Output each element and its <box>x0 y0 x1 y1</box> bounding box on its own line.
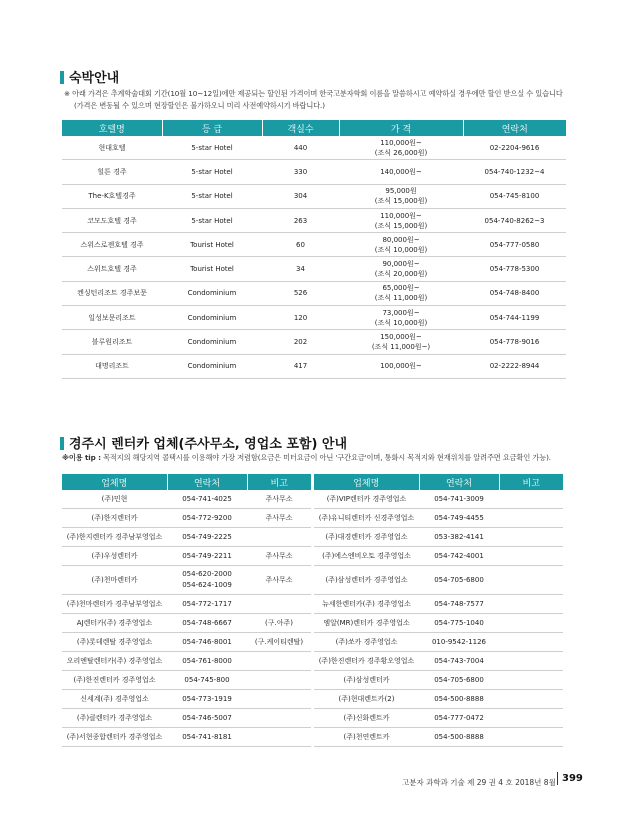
hotel-grade: Tourist Hotel <box>162 257 262 281</box>
hotel-price-breakfast: (조식 20,000원) <box>374 270 428 279</box>
hotel-rooms: 440 <box>262 136 339 160</box>
rental-row <box>62 490 311 509</box>
hotel-price-breakfast: (조식 15,000원) <box>374 197 428 206</box>
hotel-grade: Condominium <box>162 330 262 354</box>
rental-note: 주사무소 <box>247 566 311 595</box>
rental-phone: 054-500-8888 <box>419 728 499 747</box>
rental-company: (주)에스엔비오토 경주영업소 <box>314 547 419 566</box>
hotel-price <box>339 257 463 281</box>
rental-right-header-note: 비고 <box>499 474 563 490</box>
hotel-section-title <box>60 67 119 86</box>
hotel-row <box>62 208 566 232</box>
rental-note <box>247 595 311 614</box>
hotel-price-breakfast: (조식 11,000원~) <box>371 343 431 352</box>
rental-row <box>314 528 563 547</box>
hotel-grade: Condominium <box>162 306 262 330</box>
hotel-rooms: 526 <box>262 281 339 305</box>
rental-note <box>247 652 311 671</box>
rental-note <box>499 709 563 728</box>
hotel-price-main: 80,000원~ <box>382 235 420 244</box>
rental-row <box>62 690 311 709</box>
rental-note: 주사무소 <box>247 490 311 509</box>
hotel-note-line1: ※ 아래 가격은 추계학술대회 기간(10월 10~12일)에만 제공되는 할인된 가격이며 한국고분자학회 이름을 말씀하시고 예약하실 경우에만 할인 받으실 수 있습니다 <box>64 89 563 98</box>
hotel-rooms: 202 <box>262 330 339 354</box>
hotel-note <box>64 88 563 112</box>
hotel-note-line2: (가격은 변동될 수 있으며 현장할인은 불가하오니 미리 사전예약하시기 바랍니다.) <box>74 101 325 110</box>
hotel-phone: 054-778-5300 <box>463 257 566 281</box>
rental-phone: 054-500-8888 <box>419 690 499 709</box>
rental-note <box>499 614 563 633</box>
rental-phone-1: 054-746-8001 <box>182 637 232 646</box>
rental-note <box>247 528 311 547</box>
rental-phone: 054-775-1040 <box>419 614 499 633</box>
rental-table-left <box>62 474 311 747</box>
rental-note <box>499 490 563 509</box>
hotel-price <box>339 184 463 208</box>
title-bar-icon <box>60 71 64 84</box>
rental-phone: 054-741-3009 <box>419 490 499 509</box>
rental-row <box>314 614 563 633</box>
hotel-rooms: 417 <box>262 354 339 378</box>
rental-phone-1: 054-741-4025 <box>182 494 232 503</box>
rental-company: (주)쏘카 경주영업소 <box>314 633 419 652</box>
rental-row <box>314 547 563 566</box>
hotel-header-phone: 연락처 <box>463 120 566 136</box>
rental-company: AJ렌터카(주) 경주영업소 <box>62 614 167 633</box>
hotel-price-main: 150,000원~ <box>380 333 422 342</box>
rental-company: 뉴세한렌터카(주) 경주영업소 <box>314 595 419 614</box>
rental-row <box>62 547 311 566</box>
rental-phone-2: 054-624-1009 <box>182 581 232 589</box>
hotel-phone: 054-745-8100 <box>463 184 566 208</box>
rental-note: 주사무소 <box>247 547 311 566</box>
rental-row <box>314 671 563 690</box>
hotel-name: The-K호텔경주 <box>62 184 162 208</box>
rental-row <box>62 566 311 595</box>
rental-company: (주)현대렌트카(2) <box>314 690 419 709</box>
rental-row <box>62 595 311 614</box>
hotel-price-main: 110,000원~ <box>380 138 422 147</box>
hotel-name: 힐튼 경주 <box>62 160 162 184</box>
rental-row <box>314 566 563 595</box>
rental-phone: 054-749-4455 <box>419 509 499 528</box>
rental-note <box>499 547 563 566</box>
hotel-price-main: 95,000원 <box>385 187 417 196</box>
hotel-table-header <box>62 120 566 136</box>
hotel-name: 켄싱턴리조트 경주보문 <box>62 281 162 305</box>
rental-company: 엠알(MR)렌터카 경주영업소 <box>314 614 419 633</box>
rental-row <box>62 614 311 633</box>
rental-row <box>314 490 563 509</box>
rental-phone <box>167 490 247 509</box>
rental-company: (주)민현 <box>62 490 167 509</box>
rental-title-text: 경주시 렌터카 업체(주사무소, 영업소 포함) 안내 <box>69 437 348 452</box>
rental-note <box>499 509 563 528</box>
hotel-grade: Condominium <box>162 354 262 378</box>
hotel-phone: 02-2222-8944 <box>463 354 566 378</box>
hotel-header-rooms: 객실수 <box>262 120 339 136</box>
hotel-name: 스위트호텔 경주 <box>62 257 162 281</box>
rental-phone-1: 054-773-1919 <box>182 694 232 703</box>
hotel-price-main: 73,000원~ <box>382 308 420 317</box>
hotel-rooms: 60 <box>262 233 339 257</box>
rental-phone: 054-743-7004 <box>419 652 499 671</box>
hotel-row <box>62 257 566 281</box>
rental-company: (주)대경렌터카 경주영업소 <box>314 528 419 547</box>
rental-row <box>62 671 311 690</box>
hotel-phone: 054-777-0580 <box>463 233 566 257</box>
hotel-header-grade: 등 급 <box>162 120 262 136</box>
rental-company: (주)천마렌터카 경주남부영업소 <box>62 595 167 614</box>
rental-phone <box>167 595 247 614</box>
rental-left-header-name: 업체명 <box>62 474 167 490</box>
hotel-name: 스위스로젠호텔 경주 <box>62 233 162 257</box>
rental-company: (주)한진렌터카 경주영업소 <box>62 671 167 690</box>
rental-note <box>499 595 563 614</box>
rental-company: (주)천마렌터카 <box>62 566 167 595</box>
rental-row <box>314 652 563 671</box>
hotel-row <box>62 306 566 330</box>
hotel-phone: 02-2204-9616 <box>463 136 566 160</box>
rental-note <box>499 633 563 652</box>
rental-row <box>62 528 311 547</box>
hotel-phone: 054-744-1199 <box>463 306 566 330</box>
rental-phone-1: 054-748-6667 <box>182 618 232 627</box>
hotel-rooms: 120 <box>262 306 339 330</box>
hotel-grade: 5-star Hotel <box>162 208 262 232</box>
rental-row <box>62 728 311 747</box>
rental-phone-1: 054-749-2225 <box>182 532 232 541</box>
rental-company: 오리엔탈렌터카(주) 경주영업소 <box>62 652 167 671</box>
rental-note <box>247 690 311 709</box>
rental-phone <box>167 528 247 547</box>
hotel-row <box>62 354 566 378</box>
rental-row <box>62 652 311 671</box>
hotel-price-main: 90,000원~ <box>382 260 420 269</box>
rental-right-header <box>314 474 563 490</box>
hotel-phone: 054-778-9016 <box>463 330 566 354</box>
hotel-price <box>339 281 463 305</box>
hotel-name: 코모도호텔 경주 <box>62 208 162 232</box>
rental-row <box>62 709 311 728</box>
rental-phone <box>167 652 247 671</box>
hotel-grade: 5-star Hotel <box>162 160 262 184</box>
rental-phone: 054-742-4001 <box>419 547 499 566</box>
hotel-price-breakfast: (조식 10,000원) <box>374 245 428 254</box>
rental-phone: 054-705-6800 <box>419 671 499 690</box>
rental-tip-label: ※이용 tip : <box>62 453 101 462</box>
rental-phone: 054-748-7577 <box>419 595 499 614</box>
hotel-price <box>339 354 463 378</box>
rental-row <box>314 595 563 614</box>
rental-company: (주)삼성렌터카 <box>314 671 419 690</box>
hotel-header-name: 호텔명 <box>62 120 162 136</box>
rental-note: 주사무소 <box>247 509 311 528</box>
rental-phone <box>167 728 247 747</box>
hotel-price <box>339 306 463 330</box>
rental-note: (구.케이티렌탈) <box>247 633 311 652</box>
rental-company: (주)신화렌트카 <box>314 709 419 728</box>
page-number: 399 <box>557 772 583 785</box>
rental-phone: 054-777-0472 <box>419 709 499 728</box>
rental-phone <box>167 709 247 728</box>
journal-footer: 고분자 과학과 기술 제 29 권 4 호 2018년 8월 <box>402 778 556 787</box>
hotel-price-breakfast: (조식 10,000원) <box>374 318 428 327</box>
hotel-price <box>339 136 463 160</box>
hotel-rooms: 330 <box>262 160 339 184</box>
hotel-price-breakfast: (조식 26,000원) <box>374 148 428 157</box>
hotel-price <box>339 233 463 257</box>
rental-right-header-name: 업체명 <box>314 474 419 490</box>
hotel-price-breakfast: (조식 15,000원) <box>374 221 428 230</box>
rental-phone <box>167 509 247 528</box>
hotel-phone: 054-740-1232~4 <box>463 160 566 184</box>
rental-company: (주)우성렌터카 <box>62 547 167 566</box>
hotel-grade: 5-star Hotel <box>162 136 262 160</box>
rental-phone-1: 054-772-1717 <box>182 599 232 608</box>
rental-right-header-phone: 연락처 <box>419 474 499 490</box>
rental-left-header-note: 비고 <box>247 474 311 490</box>
rental-company: (주)VIP렌터카 경주영업소 <box>314 490 419 509</box>
hotel-price <box>339 330 463 354</box>
rental-note <box>499 690 563 709</box>
rental-row <box>62 633 311 652</box>
hotel-header-price: 가 격 <box>339 120 463 136</box>
rental-note <box>499 671 563 690</box>
rental-phone <box>167 614 247 633</box>
hotel-price-breakfast: (조식 11,000원) <box>374 294 428 303</box>
hotel-rooms: 34 <box>262 257 339 281</box>
hotel-rooms: 304 <box>262 184 339 208</box>
hotel-price-main: 110,000원~ <box>380 211 422 220</box>
rental-section-title <box>60 433 347 452</box>
rental-phone-1: 054-746-5007 <box>182 713 232 722</box>
rental-phone: 010-9542-1126 <box>419 633 499 652</box>
rental-tip <box>62 452 551 464</box>
rental-tip-text: 목적지의 해당지역 콜택시를 이용해야 가장 저렴함(요금은 미터요금이 아닌 '구간요금'이며, 통화시 목적지와 현재위치를 알려주면 요금확인 가능). <box>103 453 551 462</box>
rental-phone-1: 054-620-2000 <box>182 570 232 578</box>
hotel-row <box>62 233 566 257</box>
hotel-row <box>62 330 566 354</box>
hotel-name: 일성보문리조트 <box>62 306 162 330</box>
title-bar-icon <box>60 437 64 450</box>
rental-phone-1: 054-761-8000 <box>182 656 232 665</box>
rental-company: (주)한지렌터카 <box>62 509 167 528</box>
rental-company: (주)한진렌터카 경주황오영업소 <box>314 652 419 671</box>
hotel-name: 현대호텔 <box>62 136 162 160</box>
hotel-grade: 5-star Hotel <box>162 184 262 208</box>
rental-note <box>247 709 311 728</box>
hotel-price <box>339 208 463 232</box>
hotel-rooms: 263 <box>262 208 339 232</box>
rental-company: (주)클렌터카 경주영업소 <box>62 709 167 728</box>
rental-row <box>314 509 563 528</box>
hotel-table <box>62 120 566 379</box>
rental-phone <box>167 547 247 566</box>
rental-company: (주)한지렌터카 경주남부영업소 <box>62 528 167 547</box>
rental-company: 신세계(주) 경주영업소 <box>62 690 167 709</box>
rental-company: (주)삼성렌터카 경주영업소 <box>314 566 419 595</box>
rental-phone-1: 054-745-800 <box>184 675 230 684</box>
rental-company: (주)롯데렌탈 경주영업소 <box>62 633 167 652</box>
rental-note <box>499 566 563 595</box>
rental-phone-1: 054-772-9200 <box>182 513 232 522</box>
rental-note <box>499 652 563 671</box>
rental-phone <box>167 671 247 690</box>
rental-row <box>314 728 563 747</box>
hotel-price-main: 100,000원~ <box>380 362 422 371</box>
rental-table-right <box>314 474 563 747</box>
rental-row <box>314 633 563 652</box>
hotel-row <box>62 136 566 160</box>
rental-row <box>62 509 311 528</box>
rental-left-header-phone: 연락처 <box>167 474 247 490</box>
rental-phone-1: 054-741-8181 <box>182 732 232 741</box>
hotel-price-main: 140,000원~ <box>380 167 422 176</box>
hotel-grade: Tourist Hotel <box>162 233 262 257</box>
rental-phone <box>167 633 247 652</box>
hotel-price <box>339 160 463 184</box>
hotel-row <box>62 281 566 305</box>
rental-row <box>314 709 563 728</box>
rental-company: (주)천연렌트카 <box>314 728 419 747</box>
hotel-row <box>62 184 566 208</box>
hotel-title-text: 숙박안내 <box>69 71 120 86</box>
hotel-name: 블루원리조트 <box>62 330 162 354</box>
rental-phone <box>167 690 247 709</box>
hotel-grade: Condominium <box>162 281 262 305</box>
rental-phone: 054-705-6800 <box>419 566 499 595</box>
hotel-phone: 054-748-8400 <box>463 281 566 305</box>
rental-note <box>499 528 563 547</box>
hotel-name: 대명리조트 <box>62 354 162 378</box>
rental-phone: 053-382-4141 <box>419 528 499 547</box>
hotel-price-main: 65,000원~ <box>382 284 420 293</box>
hotel-row <box>62 160 566 184</box>
rental-note <box>247 728 311 747</box>
hotel-phone: 054-740-8262~3 <box>463 208 566 232</box>
rental-note: (구.아주) <box>247 614 311 633</box>
rental-row <box>314 690 563 709</box>
rental-left-header <box>62 474 311 490</box>
rental-note <box>247 671 311 690</box>
rental-company: (주)유니티렌터카 신경주영업소 <box>314 509 419 528</box>
rental-note <box>499 728 563 747</box>
rental-phone-1: 054-749-2211 <box>182 551 232 560</box>
rental-phone <box>167 566 247 595</box>
rental-company: (주)서현종합렌터카 경주영업소 <box>62 728 167 747</box>
